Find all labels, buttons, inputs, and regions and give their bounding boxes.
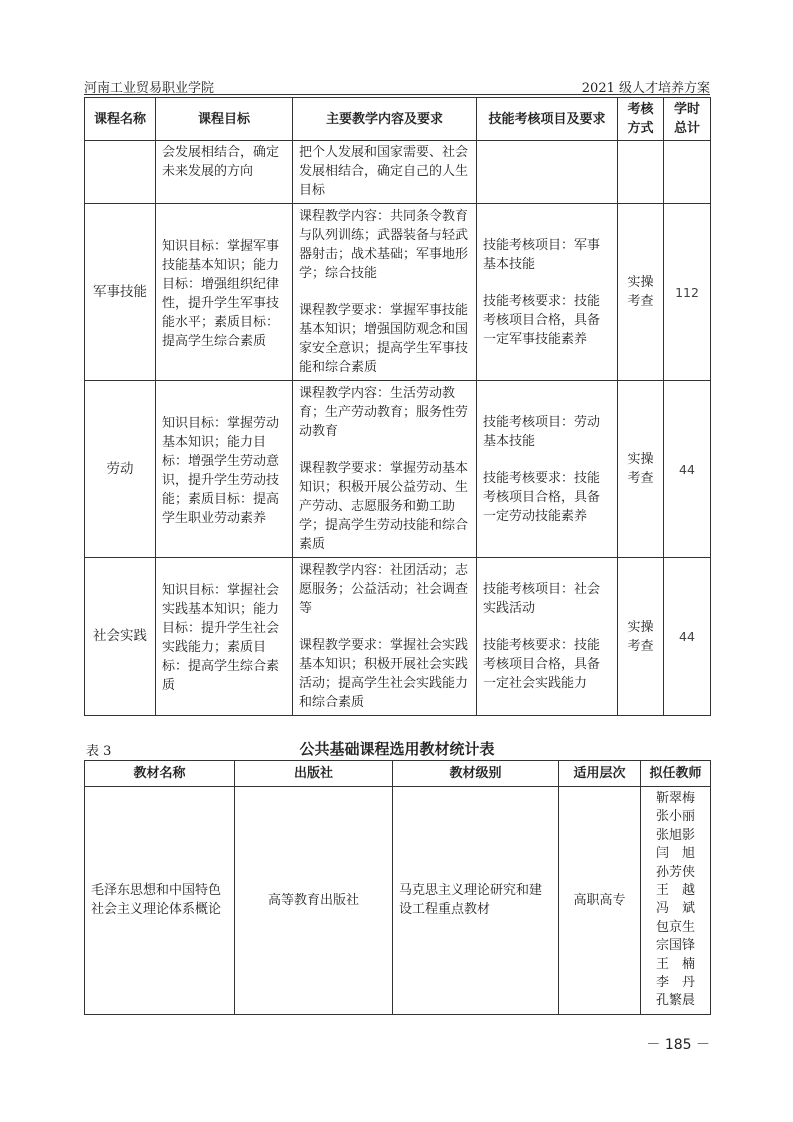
cell-goal: 会发展相结合，确定未来发展的方向 bbox=[156, 141, 293, 204]
cell-publisher: 高等教育出版社 bbox=[235, 787, 393, 1015]
skill-para: 技能考核要求：技能考核项目合格，具备一定劳动技能素养 bbox=[483, 470, 601, 524]
col-course-name: 课程名称 bbox=[85, 98, 156, 141]
table-row bbox=[85, 558, 711, 716]
cell-level: 马克思主义理论研究和建设工程重点教材 bbox=[393, 787, 559, 1015]
content-para: 课程教学要求：掌握劳动基本知识；积极开展公益劳动、生产劳动、志愿服务和勤工助学；提高学生劳动技能和综合素质 bbox=[299, 461, 469, 552]
cell-hours: 112 bbox=[664, 204, 711, 381]
cell-empty bbox=[618, 141, 664, 204]
content-para: 课程教学要求：掌握社会实践基本知识；积极开展社会实践活动；提高学生社会实践能力和综合素质 bbox=[299, 638, 469, 710]
teacher-name: 孙芳侠 bbox=[655, 864, 695, 880]
header-rule bbox=[84, 94, 710, 95]
col-content: 主要教学内容及要求 bbox=[293, 98, 477, 141]
cell-content: 把个人发展和国家需要、社会发展相结合，确定自己的人生目标 bbox=[293, 141, 477, 204]
col-hours bbox=[664, 98, 711, 141]
skill-para: 技能考核要求：技能考核项目合格，具备一定社会实践能力 bbox=[483, 638, 601, 691]
textbook-table-header bbox=[85, 761, 711, 787]
cell-course-name: 军事技能 bbox=[85, 204, 156, 381]
teacher-name: 宗国锋 bbox=[655, 938, 695, 954]
cell-empty bbox=[664, 141, 711, 204]
col-method-line1: 考核 bbox=[627, 102, 654, 117]
col-level: 教材级别 bbox=[393, 761, 559, 787]
cell-method: 实操考查 bbox=[618, 381, 664, 558]
document-title: 2021 级人才培养方案 bbox=[581, 81, 710, 96]
content-para: 课程教学要求：掌握军事技能基本知识；增强国防观念和国家安全意识；提高学生军事技能和综合素质 bbox=[299, 303, 469, 375]
institution-name: 河南工业贸易职业学院 bbox=[84, 81, 215, 96]
cell-course-name: 劳动 bbox=[85, 381, 156, 558]
col-hours-line1: 学时 bbox=[673, 102, 700, 117]
skill-para: 技能考核项目：军事基本技能 bbox=[483, 237, 601, 272]
col-course-goal: 课程目标 bbox=[156, 98, 293, 141]
cell-textbook-name: 毛泽东思想和中国特色社会主义理论体系概论 bbox=[85, 787, 235, 1015]
teacher-name: 张旭影 bbox=[655, 827, 695, 843]
teacher-name: 李 丹 bbox=[655, 975, 695, 991]
col-skill: 技能考核项目及要求 bbox=[477, 98, 618, 141]
cell-course-name: 社会实践 bbox=[85, 558, 156, 716]
col-method bbox=[618, 98, 664, 141]
content-para: 课程教学内容：社团活动；志愿服务；公益活动；社会调查等 bbox=[299, 563, 469, 616]
cell-method: 实操考查 bbox=[618, 204, 664, 381]
teacher-name: 包京生 bbox=[655, 919, 695, 935]
cell-teachers bbox=[641, 787, 711, 1015]
cell-empty bbox=[477, 141, 618, 204]
cell-skill bbox=[477, 204, 618, 381]
col-tier: 适用层次 bbox=[559, 761, 641, 787]
content-para: 课程教学内容：生活劳动教育；生产劳动教育；服务性劳动教育 bbox=[299, 386, 469, 439]
cell-empty bbox=[85, 141, 156, 204]
cell-hours: 44 bbox=[664, 381, 711, 558]
cell-content bbox=[293, 381, 477, 558]
skill-para: 技能考核项目：劳动基本技能 bbox=[483, 414, 601, 449]
teacher-name: 王 越 bbox=[655, 883, 695, 899]
teacher-name: 孔繁晨 bbox=[655, 993, 695, 1009]
col-teachers: 拟任教师 bbox=[641, 761, 711, 787]
col-publisher: 出版社 bbox=[235, 761, 393, 787]
cell-goal: 知识目标：掌握劳动基本知识；能力目标：增强学生劳动意识，提升学生劳动技能；素质目标：提高学生职业劳动素养 bbox=[156, 381, 293, 558]
table-row bbox=[85, 787, 711, 1015]
page-number: － 185 － bbox=[646, 1037, 710, 1053]
cell-hours: 44 bbox=[664, 558, 711, 716]
course-table bbox=[84, 97, 711, 716]
cell-tier: 高职高专 bbox=[559, 787, 641, 1015]
teacher-name: 王 楠 bbox=[655, 956, 695, 972]
cell-skill bbox=[477, 558, 618, 716]
teacher-name: 靳翠梅 bbox=[655, 791, 695, 806]
content-para: 课程教学内容：共同条令教育与队列训练；武器装备与轻武器射击；战术基础；军事地形学；综合技能 bbox=[299, 209, 469, 281]
skill-para: 技能考核项目：社会实践活动 bbox=[483, 582, 601, 616]
table-row bbox=[85, 381, 711, 558]
col-hours-line2: 总计 bbox=[673, 121, 700, 136]
teacher-name: 闫 旭 bbox=[655, 846, 695, 862]
col-textbook-name: 教材名称 bbox=[85, 761, 235, 787]
table3-title: 公共基础课程选用教材统计表 bbox=[299, 740, 495, 758]
cell-goal: 知识目标：掌握军事技能基本知识；能力目标：增强组织纪律性，提升学生军事技能水平；素质目标：提高学生综合素质 bbox=[156, 204, 293, 381]
cell-skill bbox=[477, 381, 618, 558]
col-method-line2: 方式 bbox=[627, 121, 654, 136]
cell-content bbox=[293, 204, 477, 381]
table-row-continuation bbox=[85, 141, 711, 204]
teacher-name: 冯 斌 bbox=[655, 901, 695, 917]
skill-para: 技能考核要求：技能考核项目合格，具备一定军事技能素养 bbox=[483, 293, 601, 347]
textbook-table bbox=[84, 760, 711, 1015]
cell-method: 实操考查 bbox=[618, 558, 664, 716]
table-row bbox=[85, 204, 711, 381]
cell-goal: 知识目标：掌握社会实践基本知识；能力目标：提升学生社会实践能力；素质目标：提高学生综合素质 bbox=[156, 558, 293, 716]
teacher-name: 张小丽 bbox=[655, 809, 695, 825]
table3-caption bbox=[84, 738, 710, 760]
table3-label: 表 3 bbox=[86, 744, 112, 759]
cell-content bbox=[293, 558, 477, 716]
course-table-header bbox=[85, 98, 711, 141]
